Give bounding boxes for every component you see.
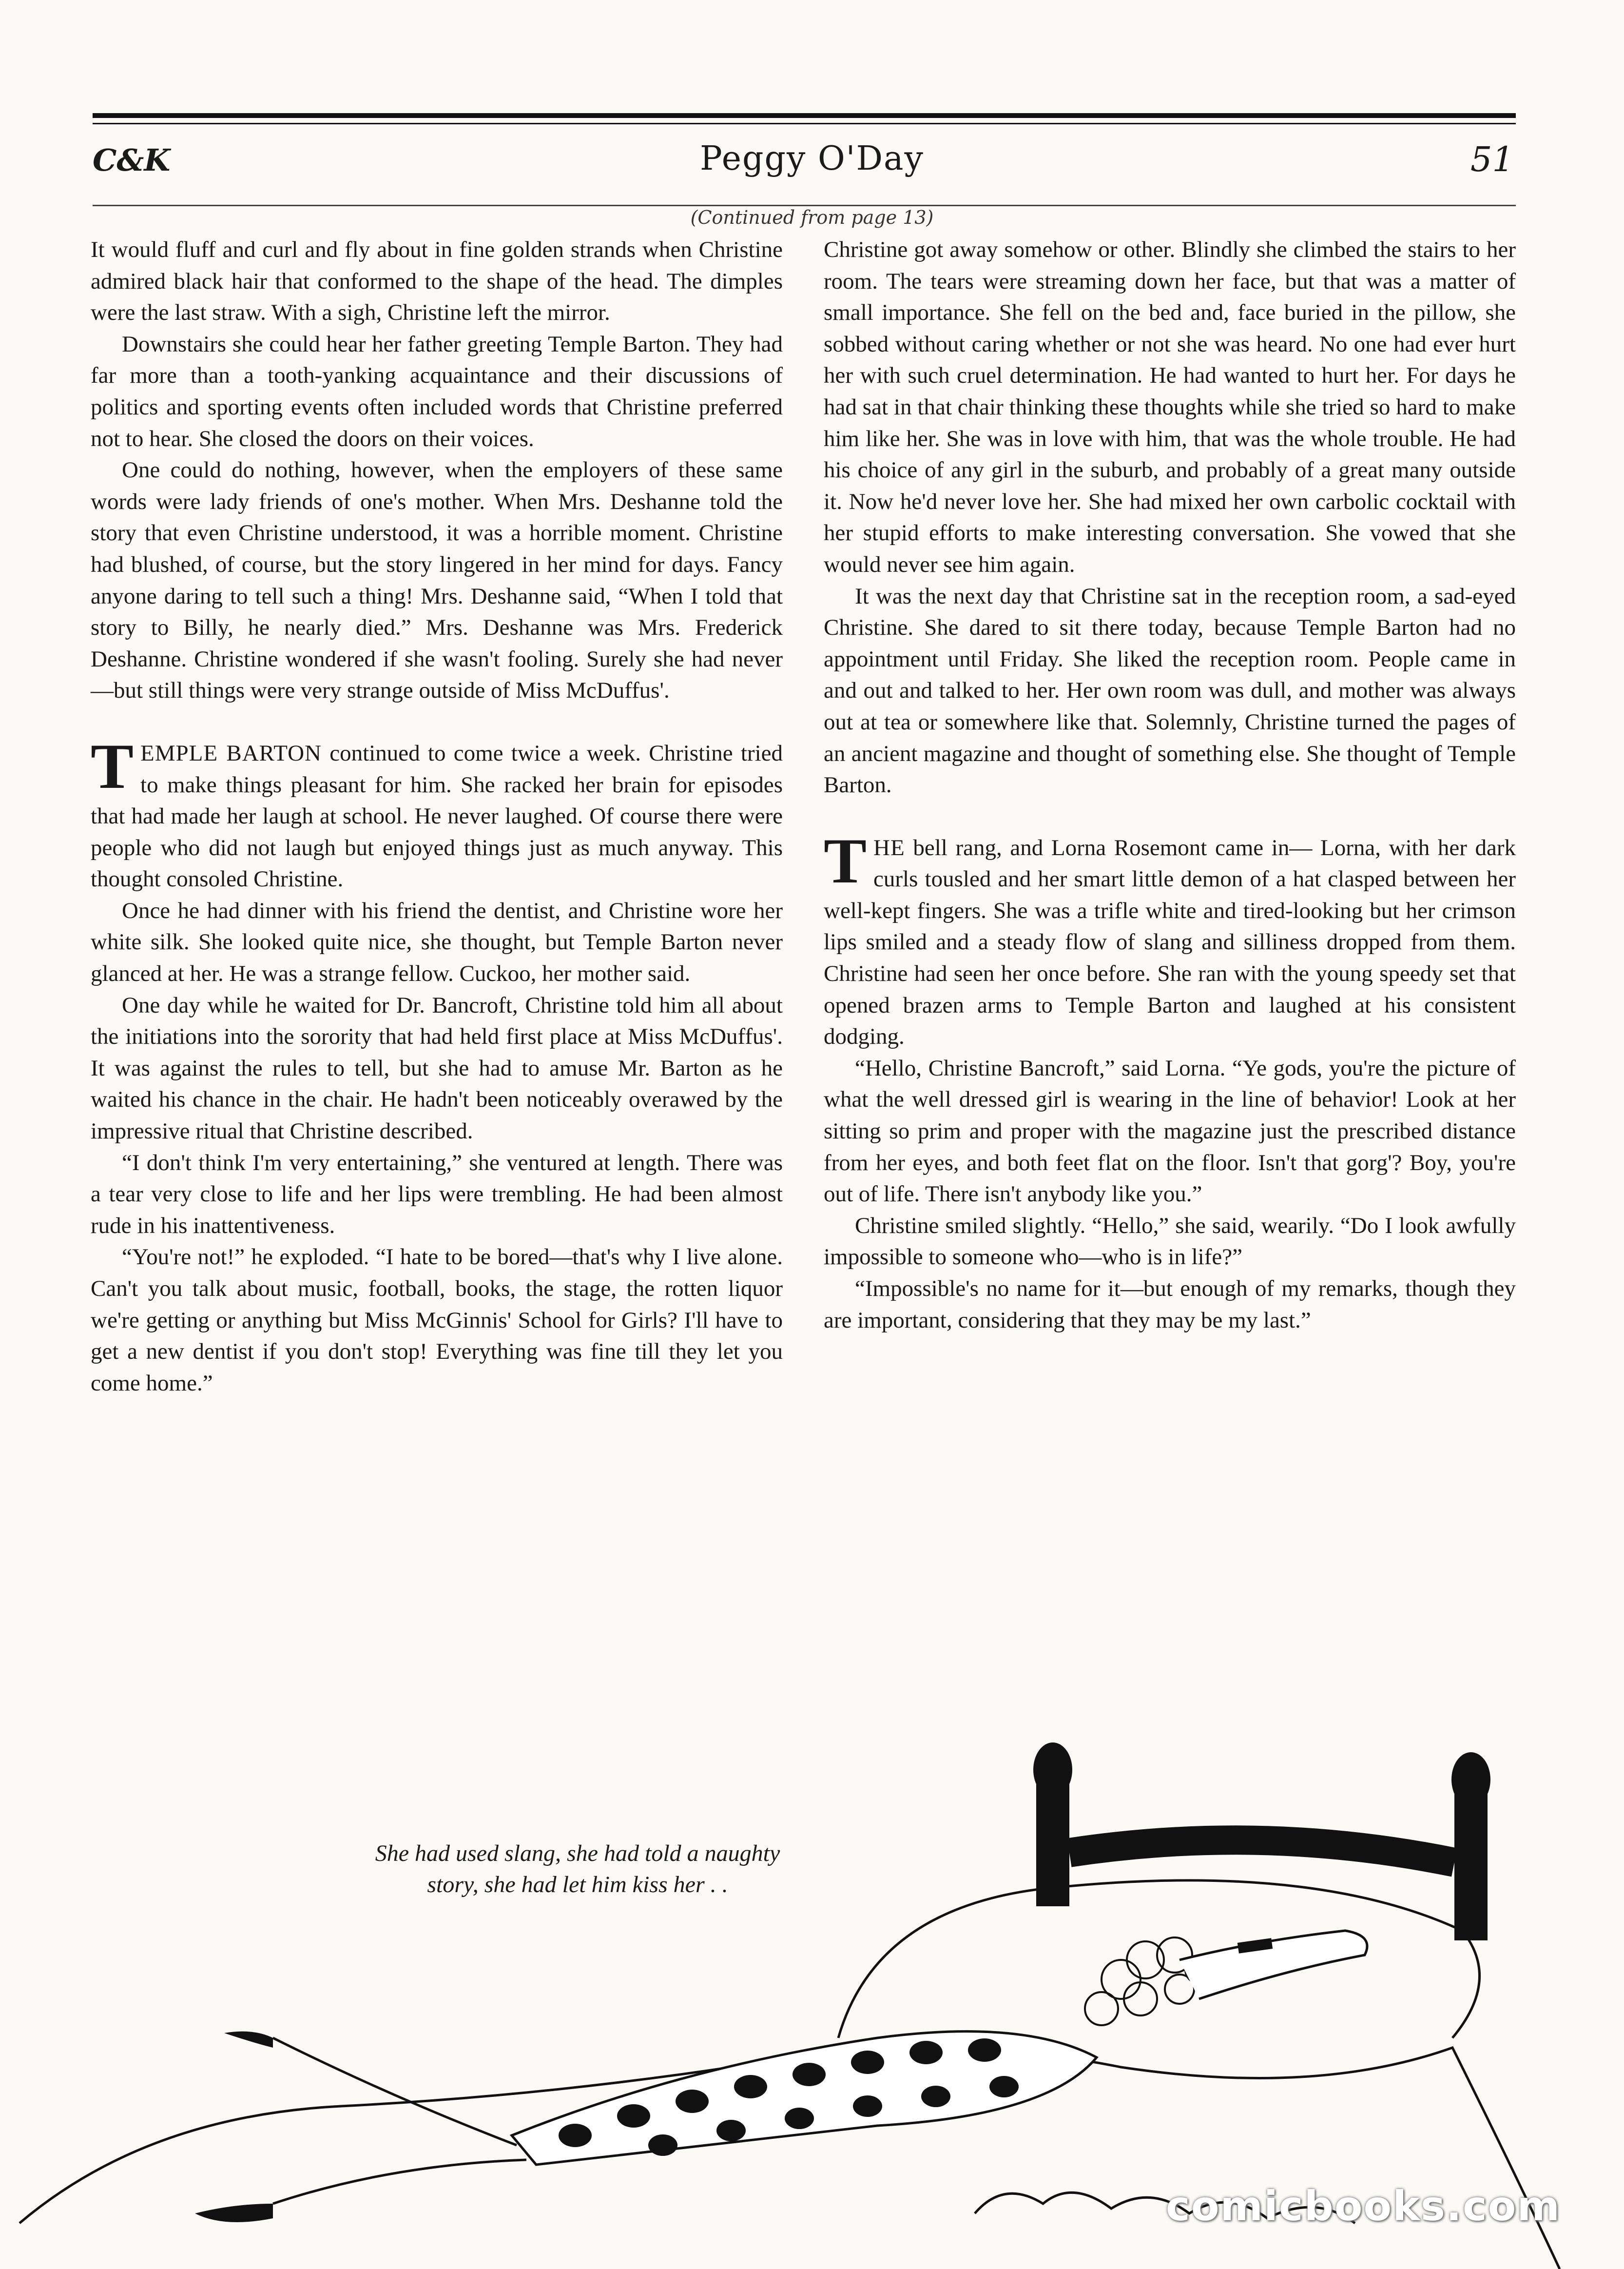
- publisher-logo: C&K: [93, 142, 171, 178]
- paragraph: Christine got away somehow or other. Blindly she climbed the stairs to her room. The tears were streaming down her face, but that was a matter of small importance. She fell on the bed and, face buried in the pillow, she sobbed without caring whether or not she was heard. No one had ever hurt her with such cruel determination. He had wanted to hurt her. For days he had sat in that chair thinking these thoughts while she tried so hard to make him like her. She was in love with him, that was the whole trouble. He had his choice of any girl in the suburb, and probably of a great many outside it. Now he'd never love her. She had mixed her own carbolic cocktail with her stupid efforts to make interesting conversation. She vowed that she would never see him again.: [824, 237, 1516, 577]
- leg-upper: [273, 2038, 517, 2145]
- section-opening: [91, 730, 783, 895]
- paragraph: “I don't think I'm very entertaining,” she ventured at length. There was a tear very close to life and her lips were trembling. He had been almost rude in his inattentiveness.: [91, 1150, 783, 1238]
- lead-text: continued to come twice a week.: [321, 740, 641, 766]
- paragraph: “You're not!” he exploded. “I hate to be bored—that's why I live alone. Can't you talk about music, football, books, the stage, the rotten liquor we're getting or anything but Miss McGinnis' School for Girls? I'll have to get a new dentist if you don't stop! Everything was fine till they let you come home.”: [91, 1244, 783, 1396]
- right-column: [824, 234, 1516, 1336]
- paragraph-continuation: Lorna, with her dark curls tousled and her smart little demon of a hat clasped between her well-kept fingers. She was a trifle white and tired-looking but her crimson lips smiled and a steady flow of slang and silliness dropped from them. Christine had seen her once before. She ran with the young speedy set that opened brazen arms to Temple Barton and laughed at his consistent dodging.: [824, 835, 1516, 1050]
- small-caps-lead: HE: [873, 835, 905, 861]
- paragraph: Downstairs she could hear her father greeting Temple Barton. They had far more than a tooth-yanking acquaintance and their discussions of politics and sporting events often included words that Christine preferred not to hear. She closed the doors on their voices.: [91, 331, 783, 451]
- header-rule-bottom: [93, 205, 1516, 206]
- leg-lower: [273, 2160, 526, 2204]
- paragraph-continuation: Christine tried to make things pleasant for him. She racked her brain for episodes that had made her laugh at school. He never laughed. Of course there were people who did not laugh but enjoyed things just as much anyway. This thought consoled Christine.: [91, 740, 783, 892]
- paragraph: It would fluff and curl and fly about in fine golden strands when Christine admired black hair that conformed to the shape of the head. The dimples were the last straw. With a sigh, Christine left the mirror.: [91, 237, 783, 326]
- paragraph: One day while he waited for Dr. Bancroft, Christine told him all about the initiations into the sorority that had held first place at Miss McDuffus'. It was against the rules to tell, but she had to amuse Mr. Barton as he waited his chance in the chair. He hadn't been noticeably overawed by the impressive ritual that Christine described.: [91, 992, 783, 1144]
- page-number: 51: [1470, 139, 1514, 179]
- illustration-caption: She had used slang, she had told a naughty story, she had let him kiss her . .: [375, 1840, 780, 1897]
- bedpost-right: [1454, 1794, 1488, 1940]
- paragraph: “Hello, Christine Bancroft,” said Lorna. “Ye gods, you're the picture of what the well dressed girl is wearing in the line of behavior! Look at her sitting so prim and proper with the magazine just the prescribed distance from her eyes, and both feet flat on the floor. Isn't that gorg'? Boy, you're out of life. There isn't anybody like you.”: [824, 1055, 1516, 1207]
- dress: [512, 2032, 1097, 2165]
- left-column: [91, 234, 783, 1399]
- drop-cap: T: [91, 730, 134, 802]
- small-caps-lead: EMPLE BARTON: [140, 740, 322, 766]
- pillow-outline: [838, 1880, 1480, 2038]
- paragraph: One could do nothing, however, when the employers of these same words were lady friends of one's mother. When Mrs. Deshanne told the story that even Christine understood, it was a horrible moment. Christine had blushed, of course, but the story lingered in her mind for days. Fancy anyone daring to tell such a thing! Mrs. Deshanne said, “When I told that story to Billy, he nearly died.” Mrs. Deshanne was Mrs. Frederick Deshanne. Christine wondered if she wasn't fooling. Surely she had never—but still things were very strange outside of Miss McDuffus'.: [91, 457, 783, 704]
- arm: [1179, 1931, 1367, 1999]
- section-opening: [824, 824, 1516, 1053]
- header-rule-thin: [93, 123, 1516, 124]
- header-rule-thick: [93, 113, 1516, 118]
- shoe-lower: [195, 2204, 273, 2222]
- drop-cap: T: [824, 824, 867, 897]
- continued-note: (Continued from page 13): [690, 207, 934, 228]
- paragraph: Once he had dinner with his friend the dentist, and Christine wore her white silk. She looked quite nice, she thought, but Temple Barton never glanced at her. He was a strange fellow. Cuckoo, her mother said.: [91, 898, 783, 987]
- shoe-upper: [224, 2032, 273, 2048]
- watermark: comicbooks.com: [1166, 2182, 1561, 2230]
- lead-text: bell rang, and Lorna Rosemont came in—: [905, 835, 1313, 861]
- headboard: [1069, 1840, 1454, 1862]
- paragraph: “Impossible's no name for it—but enough of my remarks, though they are important, considering that they may be my last.”: [824, 1276, 1516, 1333]
- paragraph: Christine smiled slightly. “Hello,” she said, wearily. “Do I look awfully impossible to someone who—who is in life?”: [824, 1213, 1516, 1270]
- running-title: Peggy O'Day: [700, 139, 924, 178]
- paragraph: It was the next day that Christine sat in the reception room, a sad-eyed Christine. She dared to sit there today, because Temple Barton had no appointment until Friday. She liked the reception room. People came in and out and talked to her. Her own room was dull, and mother was always out at tea or somewhere like that. Solemnly, Christine turned the pages of an ancient magazine and thought of something else. She thought of Temple Barton.: [824, 583, 1516, 798]
